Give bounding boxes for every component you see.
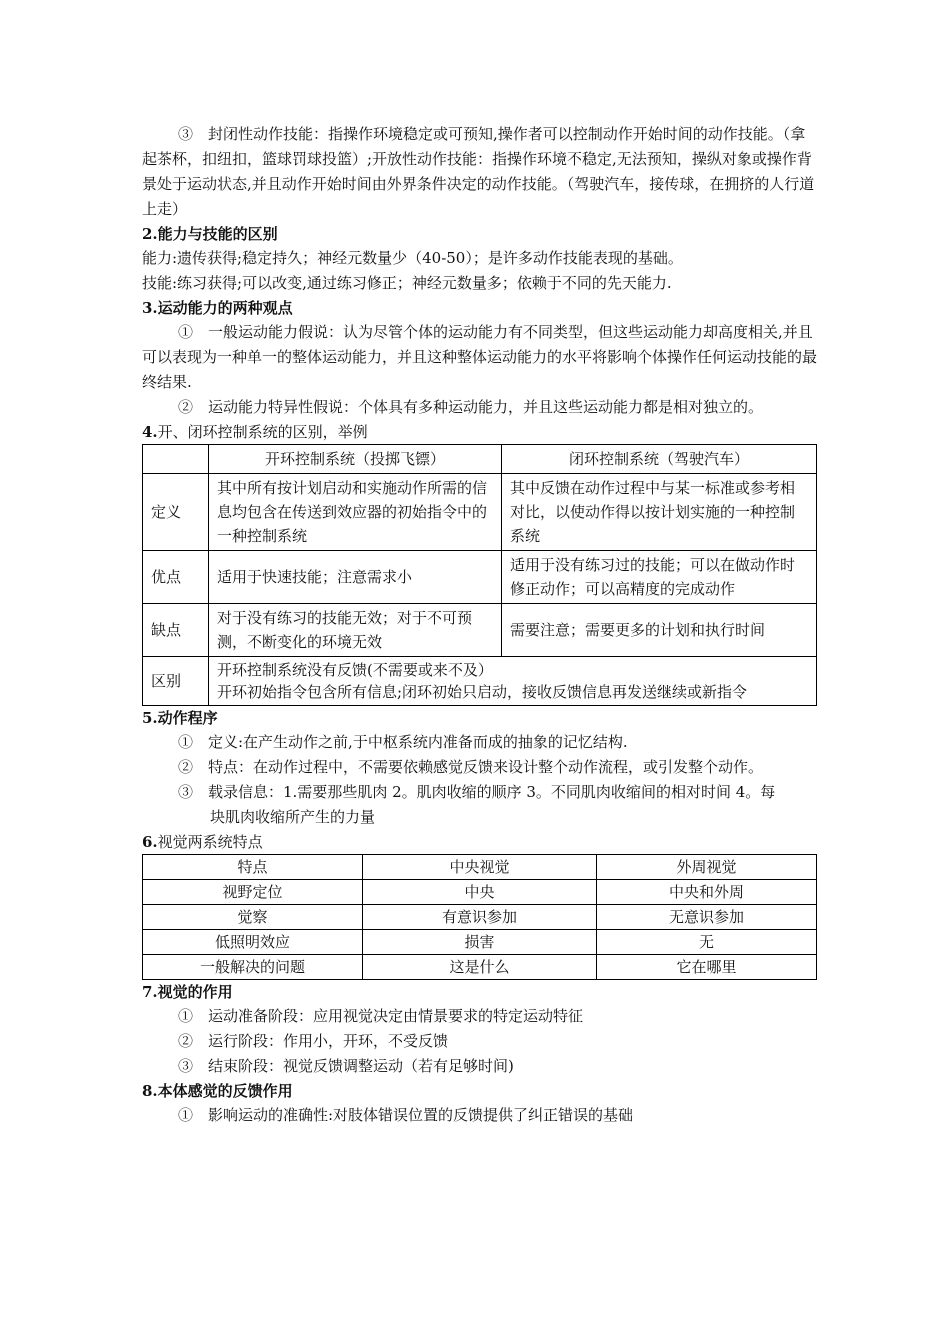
table-header-row (143, 445, 817, 474)
closed-loop-cell: 其中反馈在动作过程中与某一标准或参考相对比，以使动作得以按计划实施的一种控制系统 (502, 474, 817, 551)
intro-paragraph (142, 122, 817, 222)
table-row (143, 474, 817, 551)
table-cell: 它在哪里 (597, 955, 817, 980)
table-cell: 无意识参加 (597, 905, 817, 930)
table-header-row (143, 855, 817, 880)
table-row (143, 604, 817, 657)
table-row (143, 905, 817, 930)
motor-program-definition: ① 定义:在产生动作之前,于中枢系统内准备而成的抽象的记忆结构. (178, 733, 628, 751)
table-corner-cell (143, 445, 209, 474)
table-cell: 有意识参加 (363, 905, 597, 930)
table-row (143, 657, 817, 706)
vision-systems-table (142, 854, 817, 980)
motor-program-info: ③ 载录信息：1.需要那些肌肉 2。肌肉收缩的顺序 3。不同肌肉收缩间的相对时间 4。每 (178, 783, 776, 801)
open-loop-cell: 对于没有练习的技能无效；对于不可预测，不断变化的环境无效 (209, 604, 502, 657)
general-ability-paragraph: ① 一般运动能力假说：认为尽管个体的运动能力有不同类型，但这些运动能力却高度相关,并且可以表现为一种单一的整体运动能力，并且这种整体运动能力的水平将影响个体操作任何运动技能的最终结果. (142, 323, 818, 391)
table-cell: 损害 (363, 930, 597, 955)
section-8-title: 8.本体感觉的反馈作用 (142, 1082, 293, 1100)
section-2-title: 2.能力与技能的区别 (142, 225, 278, 243)
row-label: 缺点 (143, 604, 209, 657)
closed-loop-cell: 需要注意；需要更多的计划和执行时间 (502, 604, 817, 657)
closed-loop-header: 闭环控制系统（驾驶汽车） (502, 445, 817, 474)
table-cell: 觉察 (143, 905, 363, 930)
open-loop-cell: 其中所有按计划启动和实施动作所需的信息均包含在传送到效应器的初始指令中的一种控制系统 (209, 474, 502, 551)
document-page (142, 122, 817, 1128)
item-number: ③ (178, 125, 194, 143)
motor-program-info-cont: 块肌肉收缩所产生的力量 (210, 808, 376, 826)
section-7-title: 7.视觉的作用 (142, 983, 233, 1001)
vision-role-1: ① 运动准备阶段：应用视觉决定由情景要求的特定运动特征 (178, 1007, 584, 1025)
section-6-title: 6.视觉两系统特点 (142, 833, 263, 851)
closed-loop-cell: 适用于没有练习过的技能；可以在做动作时修正动作；可以高精度的完成动作 (502, 551, 817, 604)
section-3-title: 3.运动能力的两种观点 (142, 299, 293, 317)
row-label: 区别 (143, 657, 209, 706)
header-cell: 特点 (143, 855, 363, 880)
vision-role-3: ③ 结束阶段：视觉反馈调整运动（若有足够时间) (178, 1057, 514, 1075)
header-cell: 外周视觉 (597, 855, 817, 880)
table-cell: 视野定位 (143, 880, 363, 905)
intro-text: 封闭性动作技能：指操作环境稳定或可预知,操作者可以控制动作开始时间的动作技能。（拿起茶杯，扣纽扣，篮球罚球投篮）;开放性动作技能：指操作环境不稳定,无法预知，操纵对象或操作背景处于运动状态,并且动作开始时间由外界条件决定的动作技能。（驾驶汽车，接传球，在拥挤的人行道上走） (142, 125, 815, 218)
difference-cell (209, 657, 817, 706)
specific-ability-paragraph: ② 运动能力特异性假说：个体具有多种运动能力，并且这些运动能力都是相对独立的。 (178, 398, 764, 416)
table-cell: 无 (597, 930, 817, 955)
control-systems-table (142, 444, 817, 706)
table-row (143, 551, 817, 604)
motor-program-features: ② 特点：在动作过程中，不需要依赖感觉反馈来设计整个动作流程，或引发整个动作。 (178, 758, 764, 776)
table-cell: 这是什么 (363, 955, 597, 980)
table-cell: 一般解决的问题 (143, 955, 363, 980)
table-cell: 低照明效应 (143, 930, 363, 955)
row-label: 优点 (143, 551, 209, 604)
table-cell: 中央 (363, 880, 597, 905)
difference-line-1: 开环控制系统没有反馈(不需要或来不及） (217, 661, 493, 679)
open-loop-cell: 适用于快速技能；注意需求小 (209, 551, 502, 604)
row-label: 定义 (143, 474, 209, 551)
proprioception-role-1: ① 影响运动的准确性:对肢体错误位置的反馈提供了纠正错误的基础 (178, 1106, 634, 1124)
ability-paragraph: 能力:遗传获得;稳定持久；神经元数量少（40-50）；是许多动作技能表现的基础。 (142, 249, 683, 267)
table-row (143, 930, 817, 955)
header-cell: 中央视觉 (363, 855, 597, 880)
vision-role-2: ② 运行阶段：作用小，开环，不受反馈 (178, 1032, 449, 1050)
table-row (143, 955, 817, 980)
skill-paragraph: 技能:练习获得;可以改变,通过练习修正；神经元数量多；依赖于不同的先天能力. (142, 274, 672, 292)
section-4-title: 4.开、闭环控制系统的区别，举例 (142, 423, 368, 441)
table-cell: 中央和外周 (597, 880, 817, 905)
difference-line-2: 开环初始指令包含所有信息;闭环初始只启动，接收反馈信息再发送继续或新指令 (217, 683, 748, 701)
section-5-title: 5.动作程序 (142, 709, 218, 727)
open-loop-header: 开环控制系统（投掷飞镖） (209, 445, 502, 474)
table-row (143, 880, 817, 905)
